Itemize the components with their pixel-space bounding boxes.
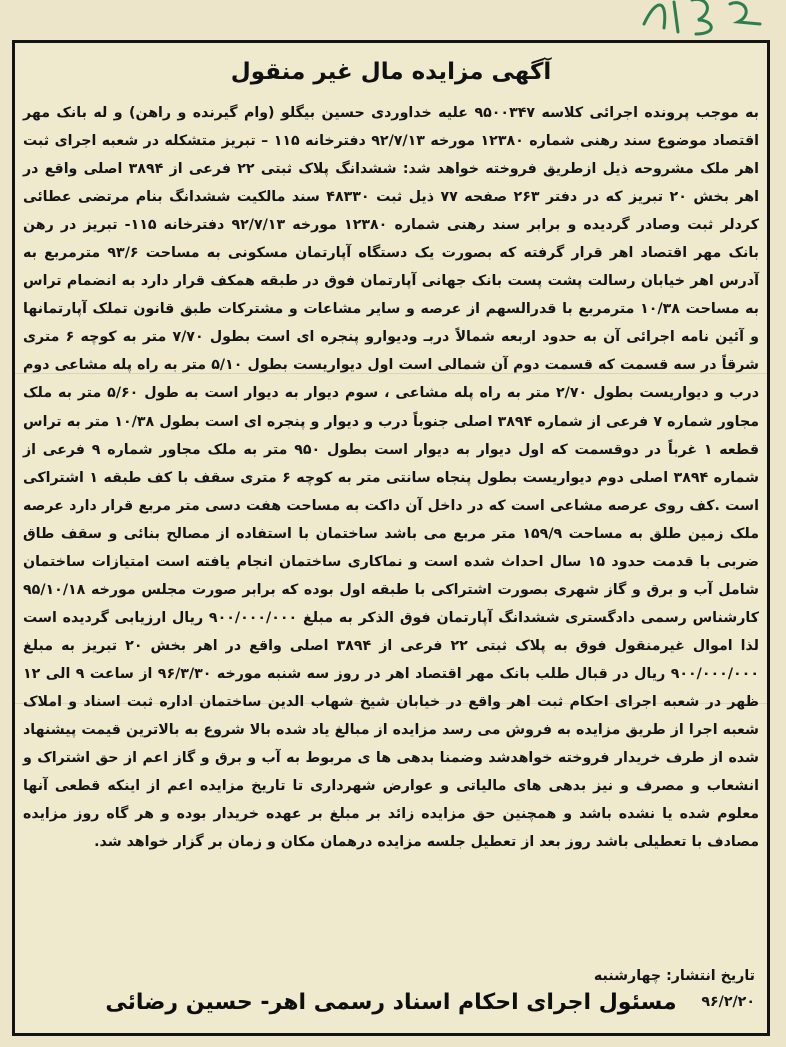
publication-date-value: ۹۶/۲/۲۰	[701, 994, 755, 1010]
notice-title: آگهی مزایده مال غیر منقول	[230, 59, 552, 85]
notice-body: به موجب پرونده اجرائی کلاسه ۹۵۰۰۳۴۷ علیه خداوردی حسین بیگلو (وام گیرنده و راهن) و له بانک مهر اقتصاد موضوع سند رهنی شماره ۱۲۳۸۰ مورخه ۹۲/۷/۱۳ دفترخانه ۱۱۵ – تبریز متشکله در شعبه اجرای ثبت اهر ملک مشروحه ذیل ازطریق فروخته خواهد شد: ششدانگ پلاک ثبتی ۲۲ فرعی از ۳۸۹۴ اصلی واقع در اهر بخش ۲۰ تبریز که در دفتر ۲۶۳ صفحه ۷۷ ذیل ثبت ۴۸۳۳۰ سند مالکیت ششدانگ بنام مرتضی عطائی کردلر ثبت وصادر گردیده و برابر سند رهنی شماره ۱۲۳۸۰ مورخه ۹۲/۷/۱۳ دفترخانه ۱۱۵- تبریز در رهن بانک مهر اقتصاد اهر قرار گرفته که بصورت یک دستگاه آپارتمان مسکونی به مساحت ۹۳/۶ مترمربع به آدرس اهر خیابان رسالت پشت پست بانک جهانی آپارتمان فوق در طبقه همکف قرار دارد به انضمام تراس به مساحت ۱۰/۳۸ مترمربع با قدرالسهم از عرصه و سایر مشاعات و مشترکات طبق قانون تملک آپارتمانها و آئین نامه اجرائی آن به حدود اربعه شمالاً دربـ ودیوارو پنجره ای است بطول ۷/۷۰ متر به کوچه ۶ متری شرقاً در سه قسمت که قسمت دوم آن شمالی است اول دیواریست بطول ۵/۱۰ متر به راه پله مشاعی دوم درب و دیواریست بطول ۲/۷۰ متر به راه پله مشاعی ، سوم دیوار به دیوار است به طول ۵/۶۰ متر به ملک مجاور شماره ۷ فرعی از شماره ۳۸۹۴ اصلی جنوباً درب و دیوار و پنجره ای است بطول ۱۰/۳۸ متر به تراس قطعه ۱ غرباً در دوقسمت که اول دیوار به دیوار است بطول ۹۵۰ متر به ملک مجاور شماره ۹ فرعی از شماره ۳۸۹۴ اصلی دوم دیواریست بطول پنجاه سانتی متر به کوچه ۶ متری سقف با کف طبقه ۱ اشتراکی است .کف روی عرصه مشاعی است که در داخل آن داکت به مساحت هفت دسی متر مربع قرار دارد عرصه ملک زمین طلق به مساحت ۱۵۹/۹ متر مربع می باشد ساختمان با استفاده از مصالح بنائی و سقف طاق ضربی با قدمت حدود ۱۵ سال احداث شده است و نماکاری ساختمان انجام یافته است امتیازات ساختمان شامل آب و برق و گاز شهری بصورت اشتراکی با طبقه اول بوده که برابر صورت مجلس مورخه ۹۵/۱۰/۱۸ کارشناس رسمی دادگستری ششدانگ آپارتمان فوق الذکر به مبلغ ۹۰۰/۰۰۰/۰۰۰ ریال ارزیابی گردیده است لذا اموال غیرمنقول فوق به پلاک ثبتی ۲۲ فرعی از ۳۸۹۴ اصلی واقع در اهر بخش ۲۰ تبریز به مبلغ ۹۰۰/۰۰۰/۰۰۰ ریال در قبال طلب بانک مهر اقتصاد اهر در روز سه شنبه مورخه ۹۶/۳/۳۰ از ساعت ۹ الی ۱۲ ظهر در شعبه اجرای احکام ثبت اهر واقع در خیابان شیخ شهاب الدین ساختمان اداره ثبت اسناد و املاک شعبه اجرا از طریق مزایده به فروش می رسد مزایده از مبالغ یاد شده بالا شروع به بالاترین قیمت پیشنهاد شده از طرف خریدار فروخته خواهدشد وضمنا بدهی ها ی مربوط به آب و برق و گاز اعم از حق اشتراک و انشعاب و مصرف و نیز بدهی های مالیاتی و عوارض شهرداری تا تاریخ مزایده اعم از اینکه قطعی آنها معلوم شده یا نشده باشد و همچنین حق مزایده زائد بر مبلغ بر عهده خریدار بوده و هر گاه روز مزایده مصادف با تعطیلی باشد روز بعد از تعطیل جلسه مزایده درهمان مکان و زمان بر گزار خواهد شد.	[23, 105, 760, 851]
signature-line: مسئول اجرای احکام اسناد رسمی اهر- حسین رضائی	[105, 990, 677, 1015]
notice-frame	[12, 40, 770, 1036]
publication-label: تاریخ انتشار: چهارشنبه	[593, 968, 755, 984]
handwritten-green-scribble	[634, 0, 774, 40]
